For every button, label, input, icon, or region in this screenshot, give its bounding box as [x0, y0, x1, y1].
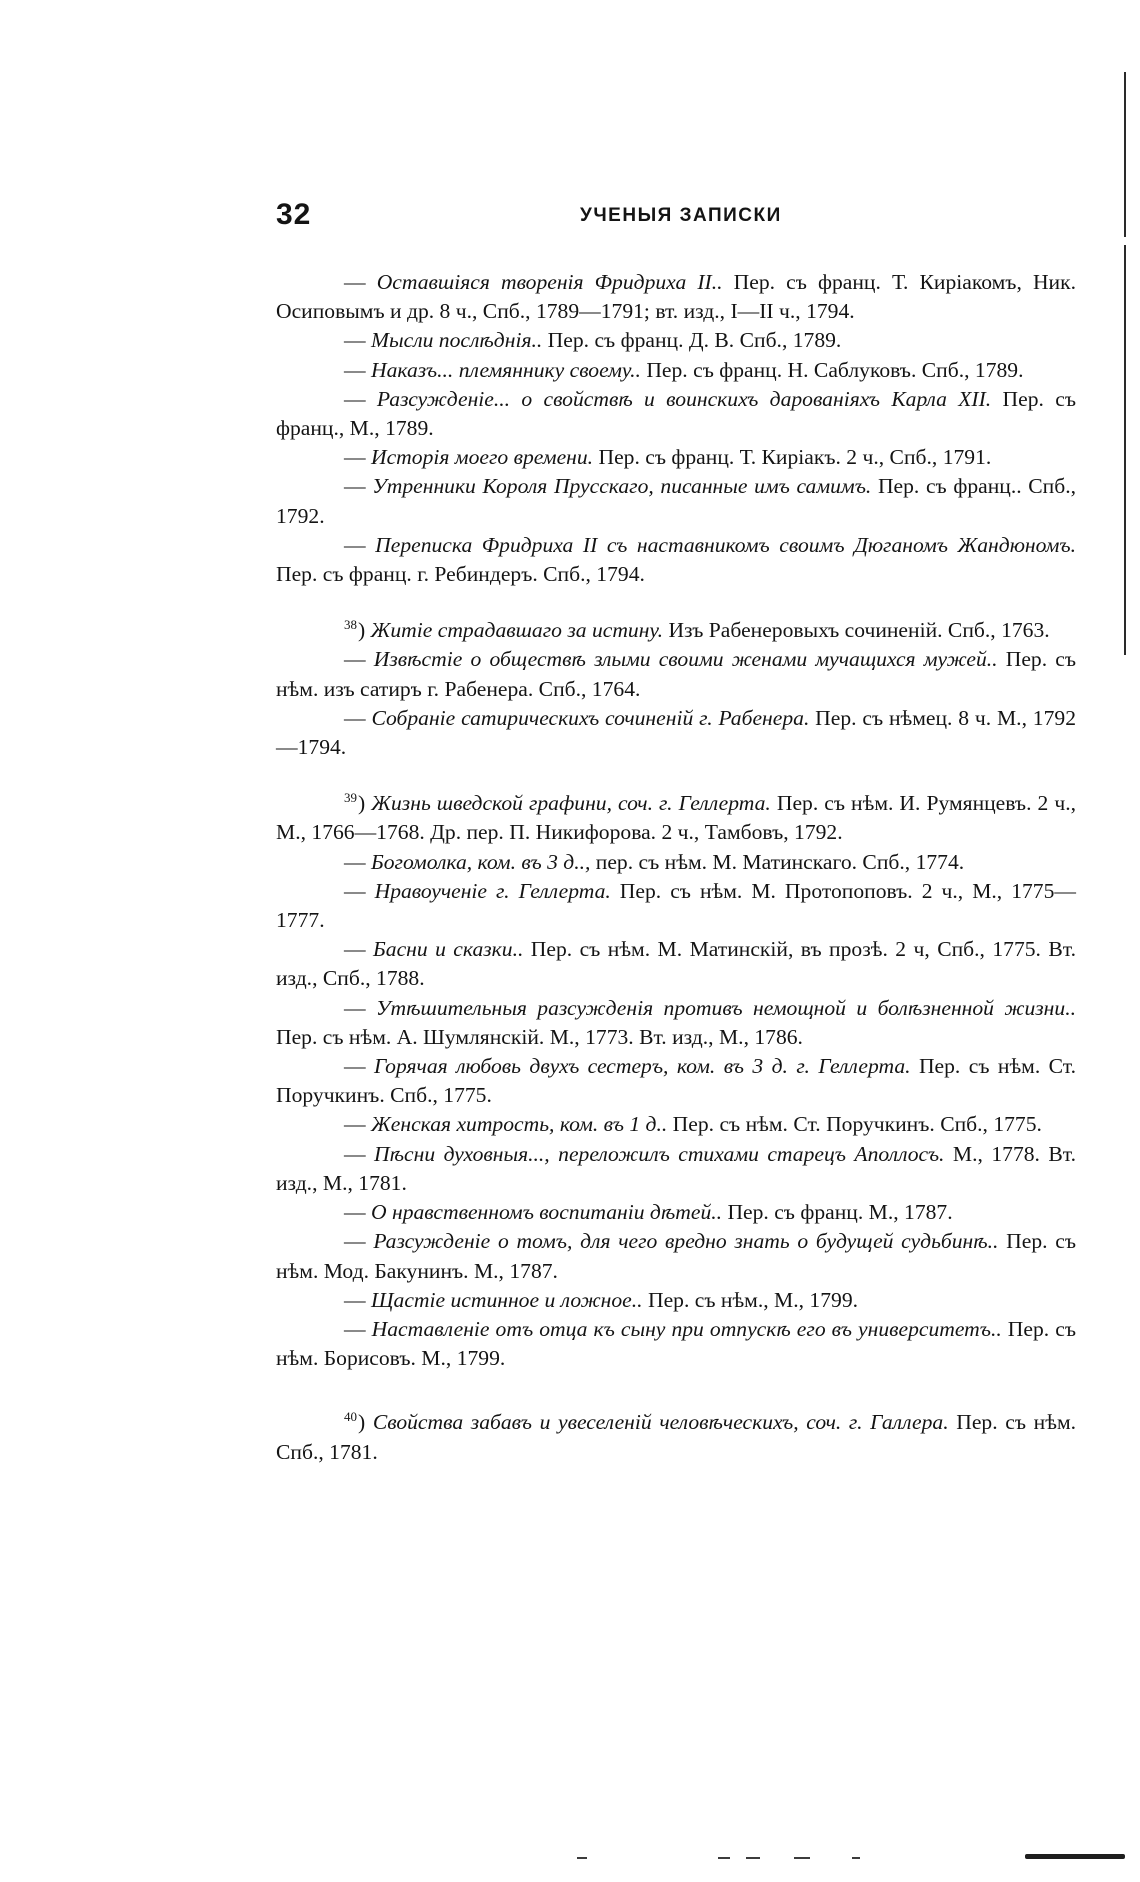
entry-title: Наставленіе отъ отца къ сыну при отпускѣ его въ университетъ.. [371, 1316, 1002, 1341]
entry-details: Пер. съ нѣм. Ст. Поручкинъ. Спб., 1775. [276, 1054, 1076, 1108]
entry-details: Изъ Рабенеровыхъ сочиненій. Спб., 1763. [663, 618, 1050, 643]
entry-title: О нравственномъ воспитаніи дѣтей.. [371, 1200, 723, 1225]
entry-details: Пер. съ нѣм. Спб., 1781. [276, 1410, 1077, 1464]
entry: — Мысли послѣднія.. Пер. съ франц. Д. В. Спб., 1789. [344, 328, 842, 353]
entry: — Разсужденіе... о свойствѣ и воинскихъ дарованіяхъ Карла XII. Пер. съ франц., М., 1789. [276, 386, 1076, 441]
entry: — Переписка Фридриха II съ наставникомъ своимъ Дюганомъ Жандюномъ. Пер. съ франц. г. Ребиндеръ. Спб., 1794. [276, 532, 1076, 587]
entry: — Горячая любовь двухъ сестеръ, ком. въ 3 д. г. Геллерта. Пер. съ нѣм. Ст. Поручкинъ. Спб., 1775. [276, 1054, 1076, 1108]
footnote-39: $^{39}$) Жизнь шведской графини, соч. г. Геллерта. Пер. съ нѣм. И. Румянцевъ. 2 ч., М., 1766—1768. Др. пер. П. Никифорова. 2 ч., Тамбовъ, 1792. [276, 790, 1077, 845]
entry-title: Утренники Короля Прусскаго, писанные имъ самимъ. [372, 474, 872, 499]
page-edge-line-lower [1124, 245, 1126, 655]
entry: — Извѣстіе о обществѣ злыми своими женами мучащихся мужей.. Пер. съ нѣм. изъ сатиръ г. Рабенера. Спб., 1764. [276, 647, 1077, 701]
entry: — Пѣсни духовныя..., переложилъ стихами старецъ Аполлосъ. М., 1778. Вт. изд., М., 1781. [276, 1141, 1076, 1195]
entry-title: Пѣсни духовныя..., переложилъ стихами старецъ Аполлосъ. [374, 1141, 945, 1166]
entry-title: Нравоученіе г. Геллерта. [374, 878, 611, 903]
entry-title: Женская хитрость, ком. въ 1 д.. [371, 1112, 668, 1137]
entry-details: Пер. съ нѣм. И. Румянцевъ. 2 ч., М., 1766—1768. Др. пер. П. Никифорова. 2 ч., Тамбовъ, 1792. [276, 791, 1077, 845]
entry: — Женская хитрость, ком. въ 1 д.. Пер. съ нѣм. Ст. Поручкинъ. Спб., 1775. [344, 1112, 1042, 1137]
entry-details: пер. съ нѣм. М. Матинскаго. Спб., 1774. [590, 849, 965, 874]
scan-mark [746, 1857, 760, 1859]
entry: — Разсужденіе о томъ, для чего вредно знать о будущей судьбинѣ.. Пер. съ нѣм. Мод. Бакунинъ. М., 1787. [276, 1229, 1077, 1283]
entry-title: Утѣшительныя разсужденія противъ немощной и болѣзненной жизни.. [376, 995, 1076, 1020]
footnote-number: 40 [344, 1409, 357, 1425]
entry-title: Житіе страдавшаго за истину. [370, 618, 664, 643]
entry-details: Пер. съ нѣм. А. Шумлянскій. М., 1773. Вт. изд., М., 1786. [276, 1024, 803, 1049]
footnote-body [276, 268, 1076, 1467]
footnote-number: 39 [344, 790, 357, 806]
entry: — Оставшіяся творенія Фридриха II.. Пер. съ франц. Т. Киріакомъ, Ник. Осиповымъ и др. 8 ч., Спб., 1789—1791; вт. изд., I—II ч., 1794. [276, 270, 1076, 324]
entry-title: Горячая любовь двухъ сестеръ, ком. въ 3 д. г. Геллерта. [374, 1054, 911, 1079]
entry-details: Пер. съ нѣм. изъ сатиръ г. Рабенера. Спб., 1764. [276, 647, 1077, 701]
entry-title: Щастіе истинное и ложное.. [371, 1287, 643, 1312]
entry-title: Собраніе сатирическихъ сочиненій г. Рабенера. [371, 705, 810, 730]
page-header [276, 198, 1076, 238]
footnote-number: 38 [344, 617, 357, 633]
entry-title: Исторія моего времени. [371, 445, 594, 470]
entry: — Собраніе сатирическихъ сочиненій г. Рабенера. Пер. съ нѣмец. 8 ч. М., 1792—1794. [276, 705, 1076, 760]
entry-details: Пер. съ нѣм. Борисовъ. М., 1799. [276, 1316, 1076, 1371]
entry-details: Пер. съ нѣм. М. Протопоповъ. 2 ч., М., 1775—1777. [276, 878, 1076, 933]
footnote-40: $^{40}$) Свойства забавъ и увеселеній человѣческихъ, соч. г. Галлера. Пер. съ нѣм. Спб., 1781. [276, 1409, 1077, 1464]
entry-details: Пер. съ франц. Д. В. Спб., 1789. [542, 328, 842, 353]
entry-details: М., 1778. Вт. изд., М., 1781. [276, 1141, 1076, 1195]
entry-title: Разсужденіе... о свойствѣ и воинскихъ дарованіяхъ Карла XII. [376, 386, 992, 411]
entry-title: Переписка Фридриха II съ наставникомъ своимъ Дюганомъ Жандюномъ. [375, 532, 1076, 557]
scan-smear [1025, 1854, 1125, 1859]
entry: — Утренники Короля Прусскаго, писанные имъ самимъ. Пер. съ франц.. Спб., 1792. [276, 474, 1076, 528]
running-title: УЧЕНЫЯ ЗАПИСКИ [580, 205, 782, 226]
entry: — Щастіе истинное и ложное.. Пер. съ нѣм., М., 1799. [344, 1287, 859, 1312]
entry-details: Пер. съ нѣм., М., 1799. [642, 1287, 859, 1312]
entry-details: Пер. съ нѣм. Мод. Бакунинъ. М., 1787. [276, 1229, 1077, 1283]
entry-title: Наказъ... племяннику своему.. [371, 357, 641, 382]
entry-details: Пер. съ франц.. Спб., 1792. [276, 474, 1076, 528]
entry: — Исторія моего времени. Пер. съ франц. Т. Киріакъ. 2 ч., Спб., 1791. [344, 445, 992, 470]
entry-details: Пер. съ нѣм. Ст. Поручкинъ. Спб., 1775. [667, 1112, 1042, 1137]
entry-title: Басни и сказки.. [373, 937, 524, 962]
entry-title: Свойства забавъ и увеселеній человѣческихъ, соч. г. Галлера. [372, 1410, 949, 1435]
entry-details: Пер. съ франц., М., 1789. [276, 386, 1076, 441]
entry-title: Извѣстіе о обществѣ злыми своими женами мучащихся мужей.. [373, 647, 998, 672]
entry-details: Пер. съ нѣм. М. Матинскій, въ прозѣ. 2 ч, Спб., 1775. Вт. изд., Спб., 1788. [276, 937, 1076, 991]
entry-title: Мысли послѣднія.. [371, 328, 543, 353]
scan-mark [577, 1857, 587, 1859]
entry: — О нравственномъ воспитаніи дѣтей.. Пер. съ франц. М., 1787. [344, 1200, 953, 1225]
entry: — Наказъ... племяннику своему.. Пер. съ франц. Н. Саблуковъ. Спб., 1789. [344, 357, 1024, 382]
entry-title: Разсужденіе о томъ, для чего вредно знать о будущей судьбинѣ.. [373, 1229, 999, 1254]
entry-title: Жизнь шведской графини, соч. г. Геллерта. [371, 791, 771, 816]
footnote-38: $^{38}$) Житіе страдавшаго за истину. Изъ Рабенеровыхъ сочиненій. Спб., 1763. [344, 617, 1050, 643]
entry: — Богомолка, ком. въ 3 д.., пер. съ нѣм. М. Матинскаго. Спб., 1774. [344, 849, 965, 874]
entry-details: Пер. съ франц. Н. Саблуковъ. Спб., 1789. [640, 357, 1024, 382]
scan-mark [852, 1857, 860, 1859]
entry-details: Пер. съ франц. г. Ребиндеръ. Спб., 1794. [276, 562, 645, 587]
entry-details: Пер. съ франц. М., 1787. [722, 1200, 953, 1225]
entry-details: Пер. съ франц. Т. Киріакомъ, Ник. Осиповымъ и др. 8 ч., Спб., 1789—1791; вт. изд., I—II ч., 1794. [276, 270, 1076, 324]
scan-mark [718, 1857, 730, 1859]
entry-details: Пер. съ франц. Т. Киріакъ. 2 ч., Спб., 1791. [593, 445, 992, 470]
scan-mark [794, 1857, 810, 1859]
entry: — Утѣшительныя разсужденія противъ немощной и болѣзненной жизни.. Пер. съ нѣм. А. Шумлянскій. М., 1773. Вт. изд., М., 1786. [276, 995, 1076, 1049]
entry-title: Богомолка, ком. въ 3 д.., [371, 849, 591, 874]
entry: — Басни и сказки.. Пер. съ нѣм. М. Матинскій, въ прозѣ. 2 ч, Спб., 1775. Вт. изд., Спб., 1788. [276, 937, 1076, 991]
page-edge-line-upper [1124, 72, 1126, 237]
entry: — Нравоученіе г. Геллерта. Пер. съ нѣм. М. Протопоповъ. 2 ч., М., 1775—1777. [276, 878, 1076, 933]
entry: — Наставленіе отъ отца къ сыну при отпускѣ его въ университетъ.. Пер. съ нѣм. Борисовъ. М., 1799. [276, 1316, 1076, 1371]
page-number: 32 [276, 198, 312, 231]
entry-title: Оставшіяся творенія Фридриха II.. [376, 270, 723, 294]
entry-details: Пер. съ нѣмец. 8 ч. М., 1792—1794. [276, 705, 1076, 760]
